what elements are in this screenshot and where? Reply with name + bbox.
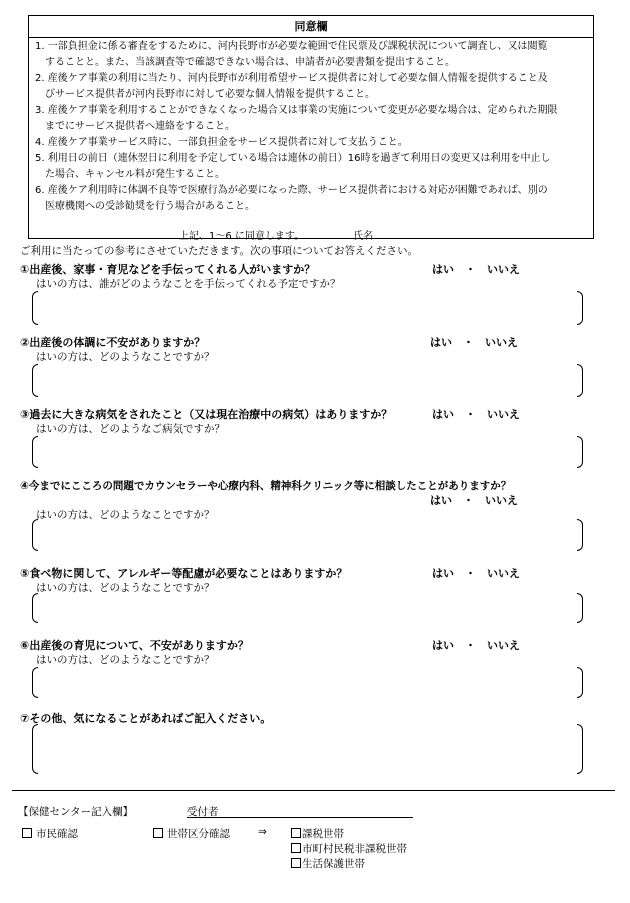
received-by-label: 受付者 — [187, 806, 219, 818]
consent-item-6-line-1: 6. 産後ケア利用時に体調不良等で医療行為が必要になった際、サービス提供者における対応が困難であれば、別の — [35, 185, 548, 196]
checkbox-icon — [291, 858, 301, 868]
question-2: ②出産後の体調に不安がありますか？ — [20, 336, 206, 349]
answer-7-bracket-right — [577, 724, 583, 774]
checkbox-icon — [291, 843, 301, 853]
question-2-sub: はいの方は、どのようなことですか？ — [36, 351, 215, 363]
consent-item-5 — [35, 151, 590, 183]
consent-item-1 — [35, 39, 590, 71]
question-1: ①出産後、家事・育児などを手伝ってくれる人がいますか？ — [20, 263, 316, 276]
answer-1-bracket-right — [577, 291, 583, 325]
option-taxable-label: 課税世帯 — [302, 828, 344, 840]
option-welfare[interactable] — [291, 856, 365, 871]
question-3: ③過去に大きな病気をされたこと（又は現在治療中の病気）はありますか？ — [20, 408, 393, 421]
yes-no-5[interactable]: はい ・ いいえ — [432, 567, 520, 580]
question-5-sub: はいの方は、どのようなことですか？ — [36, 582, 215, 594]
name-label: 氏名 — [353, 231, 374, 242]
consent-item-1-line-1: 1. 一部負担金に係る審査をするために、河内長野市が必要な範囲で住民票及び課税状況について調査し、又は閲覧 — [35, 41, 548, 52]
option-nontaxable[interactable] — [291, 841, 407, 856]
option-taxable[interactable] — [291, 826, 344, 841]
consent-item-4-line-1: 4. 産後ケア事業サービス時に、一部負担金をサービス提供者に対して支払うこと。 — [35, 137, 408, 148]
footer-divider — [12, 790, 615, 791]
yes-no-2[interactable]: はい ・ いいえ — [430, 336, 518, 349]
consent-item-4 — [35, 135, 590, 151]
question-6-sub: はいの方は、どのようなことですか？ — [36, 654, 215, 666]
checkbox-icon — [291, 828, 301, 838]
yes-no-6[interactable]: はい ・ いいえ — [432, 639, 520, 652]
received-by-underline — [187, 817, 413, 818]
yes-no-4[interactable]: はい ・ いいえ — [430, 494, 518, 507]
consent-box — [28, 15, 594, 242]
question-5: ⑤食べ物に関して、アレルギー等配慮が必要なことはありますか？ — [20, 567, 348, 580]
question-4-sub: はいの方は、どのようなことですか？ — [36, 509, 215, 521]
consent-item-6-line-2: 医療機関への受診勧奨を行う場合があること。 — [45, 201, 255, 212]
answer-3-bracket-right — [577, 436, 583, 468]
consent-item-3 — [35, 103, 590, 135]
consent-item-2 — [35, 71, 590, 103]
consent-item-5-line-1: 5. 利用日の前日（連休翌日に利用を予定している場合は連休の前日）16時を過ぎて利用日の変更又は利用を中止し — [35, 153, 551, 164]
checkbox-icon — [153, 828, 163, 838]
question-3-sub: はいの方は、どのようなご病気ですか？ — [36, 423, 225, 435]
question-4: ④今までにこころの問題でカウンセラーや心療内科、精神科クリニック等に相談したことがありますか？ — [20, 480, 512, 492]
consent-item-2-line-1: 2. 産後ケア事業の利用に当たり、河内長野市が利用希望サービス提供者に対して必要な個人情報を提供すること及 — [35, 73, 548, 84]
consent-item-3-line-2: までにサービス提供者へ連絡をすること。 — [45, 121, 235, 132]
arrow-icon: ⇒ — [258, 826, 267, 838]
household-check-label: 世帯区分確認 — [167, 828, 230, 840]
answer-2-bracket-right — [577, 364, 583, 397]
consent-item-2-line-2: びサービス提供者が河内長野市に対して必要な個人情報を提供すること。 — [45, 89, 375, 100]
answer-5-bracket-left — [32, 593, 38, 623]
consent-item-3-line-1: 3. 産後ケア事業を利用することができなくなった場合又は事業の実施について変更が必要な場合は、定められた期限 — [35, 105, 558, 116]
answer-6-bracket-left — [32, 667, 38, 698]
health-center-section-label: 【保健センター記入欄】 — [18, 806, 134, 818]
lead-text: ご利用に当たっての参考にさせていただきます。次の事項についてお答えください。 — [20, 245, 418, 257]
yes-no-3[interactable]: はい ・ いいえ — [432, 408, 520, 421]
question-6: ⑥出産後の育児について、不安がありますか？ — [20, 639, 249, 652]
option-welfare-label: 生活保護世帯 — [302, 858, 365, 870]
answer-4-bracket-left — [32, 519, 38, 551]
question-7: ⑦その他、気になることがあればご記入ください。 — [20, 712, 272, 725]
answer-5-bracket-right — [577, 593, 583, 623]
answer-6-bracket-right — [577, 667, 583, 698]
consent-item-5-line-2: た場合、キャンセル料が発生すること。 — [45, 169, 225, 180]
answer-1-bracket-left — [32, 291, 38, 325]
consent-item-6 — [35, 183, 590, 215]
agree-line — [179, 227, 373, 242]
agree-text: 上記、1～6 に同意します。 — [179, 231, 305, 242]
household-check[interactable] — [153, 826, 230, 841]
consent-item-1-line-2: することと。また、当該調査等で確認できない場合は、申請者が必要書類を提出すること。 — [45, 57, 455, 68]
answer-7-bracket-left — [32, 724, 38, 774]
option-nontaxable-label: 市町村民税非課税世帯 — [302, 843, 407, 855]
answer-4-bracket-right — [577, 519, 583, 551]
checkbox-icon — [22, 828, 32, 838]
citizen-check-label: 市民確認 — [36, 828, 78, 840]
answer-3-bracket-left — [32, 436, 38, 468]
answer-2-bracket-left — [32, 364, 38, 397]
question-1-sub: はいの方は、誰がどのようなことを手伝ってくれる予定ですか？ — [36, 278, 341, 290]
citizen-check[interactable] — [22, 826, 78, 841]
consent-title: 同意欄 — [29, 16, 593, 38]
yes-no-1[interactable]: はい ・ いいえ — [432, 263, 520, 276]
